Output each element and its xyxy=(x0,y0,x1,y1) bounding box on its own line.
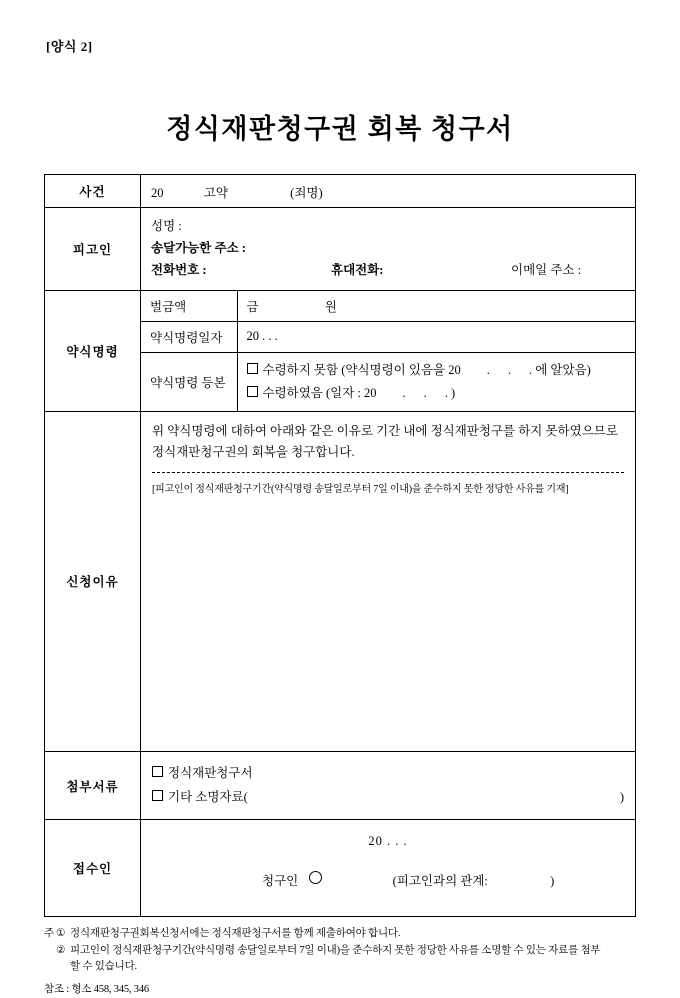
checkbox-attachment-1[interactable] xyxy=(152,766,163,777)
defendant-contact-row xyxy=(151,260,625,282)
fine-value[interactable] xyxy=(237,291,635,322)
row-label-attachments: 첨부서류 xyxy=(45,751,141,820)
footnote-mark-blank xyxy=(44,943,56,959)
row-label-summary-order: 약식명령 xyxy=(45,290,141,411)
attachment-item-2-label: 기타 소명자료( xyxy=(168,789,248,804)
inner-row-order-date xyxy=(141,321,635,352)
defendant-email-label: 이메일 주소 : xyxy=(511,262,582,277)
checkbox-received[interactable] xyxy=(247,386,258,397)
row-label-defendant: 피고인 xyxy=(45,208,141,291)
table-row-summary-order xyxy=(45,290,636,411)
footnote-1 xyxy=(44,926,636,942)
checkbox-attachment-2[interactable] xyxy=(152,790,163,801)
defendant-phone-label: 전화번호 : xyxy=(151,262,207,277)
table-row-attachments xyxy=(45,751,636,820)
summary-order-inner-table xyxy=(141,291,635,411)
receipt-signature-line[interactable] xyxy=(152,871,624,889)
reason-guidance-note: [피고인이 정식재판청구기간(약식명령 송달일로부터 7일 이내)을 준수하지 못한 정당한 사유를 기재] xyxy=(152,484,569,496)
relation-label: (피고인과의 관계: xyxy=(392,874,488,889)
fine-currency: 금 xyxy=(246,299,259,314)
page-title: 정식재판청구권 회복 청구서 xyxy=(166,114,514,144)
attachment-item-1[interactable] xyxy=(152,762,624,786)
table-row-reason xyxy=(45,411,636,751)
attachments-value-cell[interactable] xyxy=(141,751,636,820)
reason-divider xyxy=(152,472,624,473)
receipt-date[interactable]: 20 . . . xyxy=(368,834,408,849)
relation-close: ) xyxy=(550,874,555,889)
footnote-mark: 주 xyxy=(44,928,54,940)
order-copy-label: 약식명령 등본 xyxy=(141,352,237,411)
footnote-1-text: 정식재판청구권회복신청서에는 정식재판청구서를 함께 제출하여야 합니다. xyxy=(70,928,401,940)
row-label-reason: 신청이유 xyxy=(45,411,141,751)
reason-value-cell[interactable] xyxy=(141,411,636,751)
fine-label: 벌금액 xyxy=(141,291,237,322)
form-tag: [양식 2] xyxy=(46,39,93,54)
table-row-defendant xyxy=(45,208,636,291)
seal-icon xyxy=(309,871,322,884)
option-not-received-tail: . 에 알았음) xyxy=(528,362,591,377)
footnote-2 xyxy=(44,943,636,959)
main-form-table xyxy=(44,174,636,917)
summary-order-value-cell xyxy=(141,290,636,411)
attachment-item-1-label: 정식재판청구서 xyxy=(168,765,253,780)
option-received[interactable]: 수령하였음 (일자 : 20 . . . ) xyxy=(247,382,627,405)
reason-body-text: 위 약식명령에 대하여 아래와 같은 이유로 기간 내에 정식재판청구를 하지 못하였으므로 정식재판청구권의 회복을 청구합니다. xyxy=(152,423,618,459)
inner-row-order-copy xyxy=(141,352,635,411)
order-date-label: 약식명령일자 xyxy=(141,321,237,352)
checkbox-not-received[interactable] xyxy=(247,363,258,374)
footnote-2-text: 피고인이 정식재판청구기간(약식명령 송달일로부터 7일 이내)을 준수하지 못한 정당한 사유를 소명할 수 있는 자료를 첨부 xyxy=(70,944,601,956)
attachment-item-2[interactable] xyxy=(152,786,624,810)
defendant-value-cell[interactable] xyxy=(141,208,636,291)
claimant-label: 청구인 xyxy=(262,874,299,889)
option-not-received-label: 수령하지 못함 (약식명령이 있음을 20 xyxy=(262,362,461,377)
case-year: 20 xyxy=(151,186,164,200)
defendant-name-label: 성명 : xyxy=(151,219,182,233)
order-copy-options[interactable] xyxy=(237,352,635,411)
receipt-value-cell[interactable] xyxy=(141,820,636,917)
footnote-2-number: ② xyxy=(56,944,66,956)
inner-row-fine xyxy=(141,291,635,322)
footnotes xyxy=(44,926,636,998)
option-not-received[interactable]: 수령하지 못함 (약식명령이 있음을 20 . . . 에 알았음) xyxy=(247,359,627,382)
defendant-address-label: 송달가능한 주소 : xyxy=(151,240,246,255)
footnote-1-number: ① xyxy=(56,928,66,940)
attachment-item-2-close: ) xyxy=(619,789,624,804)
fine-unit: 원 xyxy=(324,299,337,314)
table-row-case xyxy=(45,175,636,208)
defendant-mobile-label: 휴대전화: xyxy=(331,262,384,277)
case-crime-name: (죄명) xyxy=(290,186,323,200)
option-received-tail: . ) xyxy=(444,385,456,400)
table-row-receipt xyxy=(45,820,636,917)
order-date-value[interactable]: 20 . . . xyxy=(237,321,635,352)
footnote-2-continuation: 할 수 있습니다. xyxy=(70,960,137,972)
row-label-case: 사건 xyxy=(45,175,141,208)
reference-line: 참조 : 형소 458, 345, 346 xyxy=(44,984,149,996)
option-received-label: 수령하였음 (일자 : 20 xyxy=(262,385,377,400)
row-label-receipt: 접수인 xyxy=(45,820,141,917)
case-value-cell[interactable] xyxy=(141,175,636,208)
case-type: 고약 xyxy=(203,186,228,200)
